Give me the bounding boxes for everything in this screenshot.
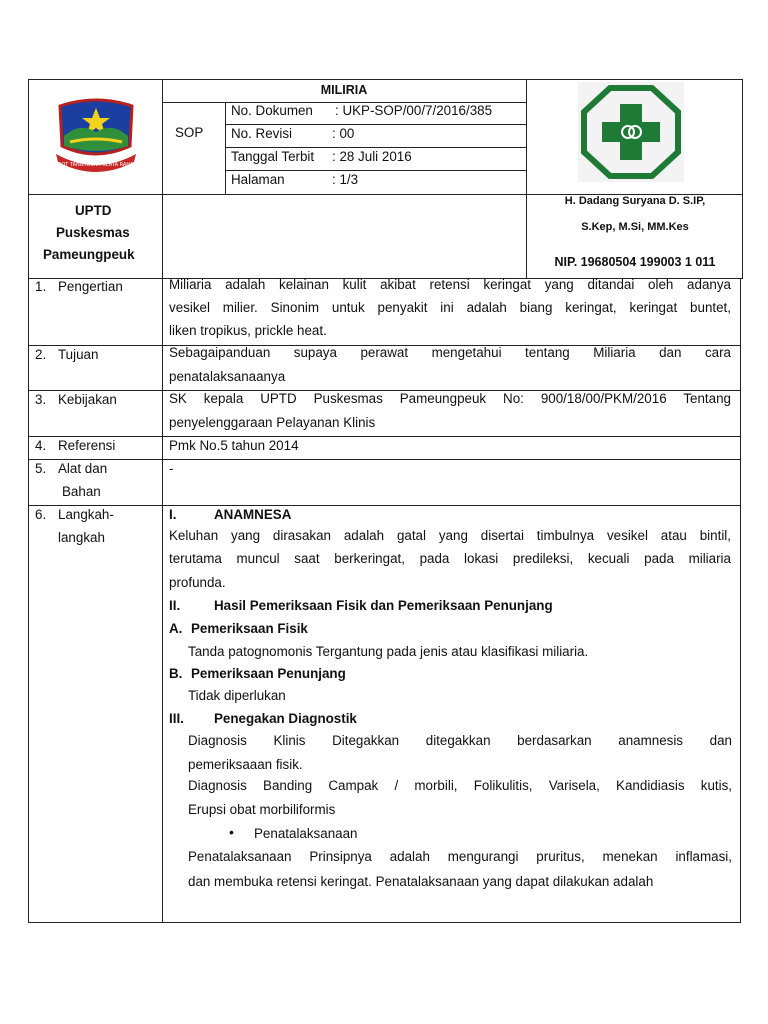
body-left-border xyxy=(28,278,29,923)
kebijakan-line-1: SK kepala UPTD Puskesmas Pameungpeuk No: 900/18/00/PKM/2016 Tentang xyxy=(169,391,731,406)
meta-label-halaman: Halaman xyxy=(231,172,285,187)
header-right-border xyxy=(742,79,743,279)
anamnesa-line-2: terutama muncul saat berkeringat, pada lokasi predileksi, kecuali pada miliaria xyxy=(169,551,731,566)
diagnosis-line-2: pemeriksaaan fisik. xyxy=(188,757,303,772)
row-sep-3 xyxy=(28,436,741,437)
org-line-puskesmas: Puskesmas xyxy=(56,225,130,240)
subheading-num-b: B. xyxy=(169,666,183,681)
meta-value-dokumen: : UKP-SOP/00/7/2016/385 xyxy=(335,103,493,118)
row-sep-5 xyxy=(28,505,741,506)
meta-value-tanggal: : 28 Juli 2016 xyxy=(332,149,412,164)
alat-line-1: - xyxy=(169,461,174,476)
pengertian-line-1: Miliaria adalah kelainan kulit akibat retensi keringat yang ditandai oleh adanya xyxy=(169,277,731,292)
anamnesa-line-1: Keluhan yang dirasakan adalah gatal yang disertai timbulnya vesikel atau bintil, xyxy=(169,528,731,543)
section-num-referensi: 4. xyxy=(35,438,47,453)
puskesmas-green-cross-logo xyxy=(578,82,684,182)
banding-line-2: Erupsi obat morbiliformis xyxy=(188,802,336,817)
meta-row-line-3 xyxy=(225,170,526,171)
body-mid-border xyxy=(162,278,163,923)
signatory-name-line2: S.Kep, M.Si, MM.Kes xyxy=(581,221,689,233)
header-left-border xyxy=(28,79,29,279)
pemeriksaan-fisik-text: Tanda patognomonis Tergantung pada jenis atau klasifikasi miliaria. xyxy=(188,644,589,659)
section-label-alat-2: Bahan xyxy=(62,484,101,499)
section-num-langkah: 6. xyxy=(35,507,47,522)
tujuan-line-2: penatalaksanaanya xyxy=(169,369,286,384)
diagnosis-line-1: Diagnosis Klinis Ditegakkan ditegakkan berdasarkan anamnesis dan xyxy=(188,733,732,748)
tujuan-line-1: Sebagaipanduan supaya perawat mengetahui tentang Miliaria dan cara xyxy=(169,345,731,360)
penatalaksanaan-line-2: dan membuka retensi keringat. Penatalaksanaan yang dapat dilakukan adalah xyxy=(188,874,654,889)
header-divider-1 xyxy=(162,79,163,279)
heading-num-anamnesa: I. xyxy=(169,507,177,522)
section-label-langkah-1: Langkah- xyxy=(58,507,114,522)
meta-label-dokumen: No. Dokumen xyxy=(231,103,313,118)
document-title: MILIRIA xyxy=(320,83,368,97)
pengertian-line-3: liken tropikus, prickle heat. xyxy=(169,323,327,338)
heading-num-diagnostik: III. xyxy=(169,711,184,726)
section-label-referensi: Referensi xyxy=(58,438,116,453)
meta-label-tanggal: Tanggal Terbit xyxy=(231,149,315,164)
heading-anamnesa: ANAMNESA xyxy=(214,507,292,522)
body-bottom-border xyxy=(28,922,741,923)
section-num-alat: 5. xyxy=(35,461,47,476)
bullet-penatalaksanaan: Penatalaksanaan xyxy=(254,826,358,841)
crest-ribbon-text: GADOT TANGTOSNA KERTA RAHARJA xyxy=(50,162,142,168)
body-right-border xyxy=(740,278,741,923)
subheading-pemeriksaan-fisik: Pemeriksaan Fisik xyxy=(191,621,308,636)
section-num-kebijakan: 3. xyxy=(35,392,47,407)
referensi-line-1: Pmk No.5 tahun 2014 xyxy=(169,438,299,453)
bullet-icon: • xyxy=(229,824,234,840)
meta-label-revisi: No. Revisi xyxy=(231,126,293,141)
meta-row-line-1 xyxy=(225,124,526,125)
pengertian-line-2: vesikel milier. Sinonim untuk penyakit ini adalah biang keringat, keringat buntet, xyxy=(169,300,731,315)
section-label-langkah-2: langkah xyxy=(58,530,105,545)
regency-crest-logo xyxy=(50,96,142,176)
subheading-num-a: A. xyxy=(169,621,183,636)
section-label-kebijakan: Kebijakan xyxy=(58,392,117,407)
penatalaksanaan-line-1: Penatalaksanaan Prinsipnya adalah mengurangi pruritus, menekan inflamasi, xyxy=(188,849,732,864)
heading-diagnostik: Penegakan Diagnostik xyxy=(214,711,357,726)
signatory-name-line1: H. Dadang Suryana D. S.IP, xyxy=(564,195,706,207)
banding-line-1: Diagnosis Banding Campak / morbili, Folikulitis, Varisela, Kandidiasis kutis, xyxy=(188,778,732,793)
heading-hasil: Hasil Pemeriksaan Fisik dan Pemeriksaan Penunjang xyxy=(214,598,553,613)
meta-value-revisi: : 00 xyxy=(332,126,355,141)
section-num-tujuan: 2. xyxy=(35,347,47,362)
kebijakan-line-2: penyelenggaraan Pelayanan Klinis xyxy=(169,415,376,430)
org-line-pameungpeuk: Pameungpeuk xyxy=(43,247,135,262)
org-line-uptd: UPTD xyxy=(75,203,112,218)
heading-num-hasil: II. xyxy=(169,598,181,613)
anamnesa-line-3: profunda. xyxy=(169,575,226,590)
meta-row-line-2 xyxy=(225,147,526,148)
section-label-pengertian: Pengertian xyxy=(58,279,123,294)
section-label-tujuan: Tujuan xyxy=(58,347,99,362)
sop-label: SOP xyxy=(175,125,204,140)
subheading-pemeriksaan-penunjang: Pemeriksaan Penunjang xyxy=(191,666,346,681)
section-label-alat-1: Alat dan xyxy=(58,461,108,476)
pemeriksaan-penunjang-text: Tidak diperlukan xyxy=(188,688,286,703)
signatory-nip: NIP. 19680504 199003 1 011 xyxy=(554,255,716,269)
row-sep-4 xyxy=(28,459,741,460)
header-divider-2 xyxy=(526,79,527,279)
section-num-pengertian: 1. xyxy=(35,279,47,294)
sop-meta-divider xyxy=(225,102,226,194)
meta-value-halaman: : 1/3 xyxy=(332,172,359,187)
